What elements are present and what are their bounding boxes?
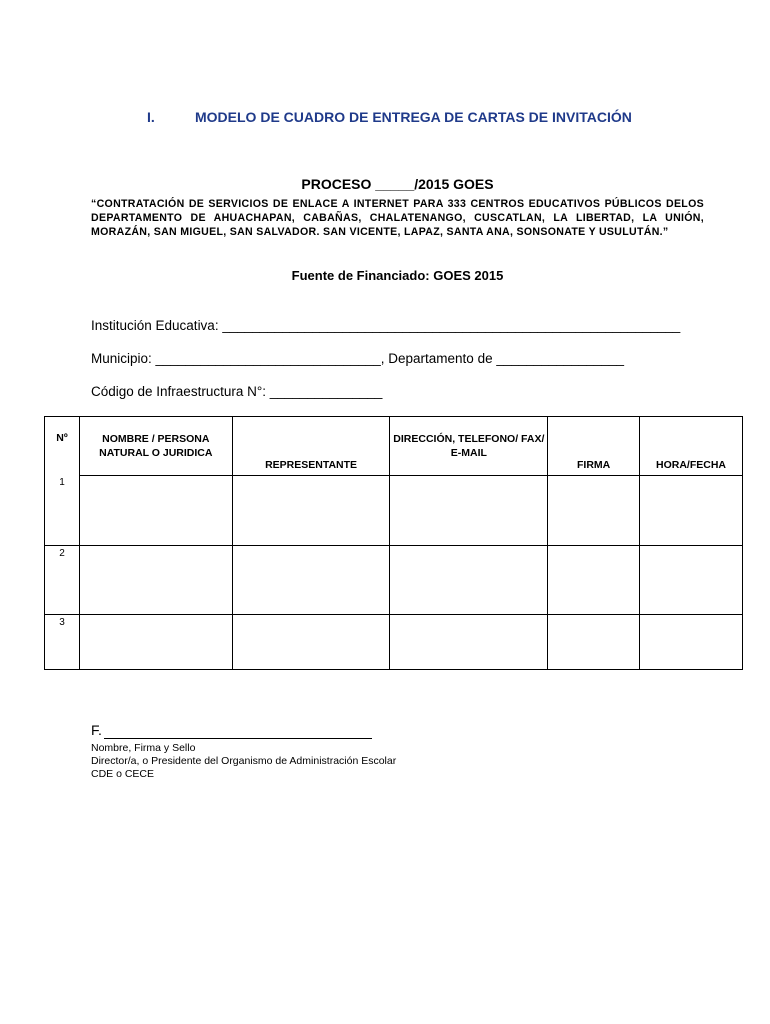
- signature-caption-name: Nombre, Firma y Sello: [91, 742, 196, 754]
- section-number: I.: [147, 109, 155, 125]
- table-row: [45, 546, 743, 615]
- cell-firma: [548, 546, 640, 615]
- signature-prefix: F.: [91, 722, 102, 738]
- cell-nombre: [79, 615, 232, 670]
- cell-representante: [232, 546, 390, 615]
- cell-direccion: [390, 546, 548, 615]
- cell-hora: [640, 475, 743, 546]
- header-direccion: DIRECCIÓN, TELEFONO/ FAX/ E-MAIL: [390, 417, 548, 476]
- cell-representante: [232, 615, 390, 670]
- funding-source: Fuente de Financiado: GOES 2015: [291, 268, 504, 283]
- cell-representante: [232, 475, 390, 546]
- header-representante: REPRESENTANTE: [232, 417, 390, 476]
- row-number: 1: [45, 475, 80, 546]
- section-title: MODELO DE CUADRO DE ENTREGA DE CARTAS DE INVITACIÓN: [195, 109, 632, 125]
- cell-hora: [640, 546, 743, 615]
- cell-direccion: [390, 615, 548, 670]
- row-number: 2: [45, 546, 80, 615]
- cell-hora: [640, 615, 743, 670]
- table-row: [45, 615, 743, 670]
- codigo-field: Código de Infraestructura N°: _______________: [91, 384, 383, 399]
- cell-firma: [548, 475, 640, 546]
- institucion-field: Institución Educativa: _____________________________________________________________: [91, 318, 681, 333]
- table-row: [45, 475, 743, 546]
- row-number: 3: [45, 615, 80, 670]
- signature-line: [104, 738, 372, 739]
- cell-nombre: [79, 546, 232, 615]
- municipio-field: Municipio: ______________________________, Departamento de _________________: [91, 351, 624, 366]
- cell-firma: [548, 615, 640, 670]
- delivery-table: [44, 416, 743, 670]
- proceso-title: PROCESO _____/2015 GOES: [301, 176, 494, 192]
- signature-caption-org: CDE o CECE: [91, 768, 155, 780]
- header-num: Nº: [45, 417, 80, 476]
- cell-direccion: [390, 475, 548, 546]
- table-header-row: [45, 417, 743, 476]
- cell-nombre: [79, 475, 232, 546]
- contract-description: “CONTRATACIÓN DE SERVICIOS DE ENLACE A INTERNET PARA 333 CENTROS EDUCATIVOS PÚBLICOS DELOS DEPARTAMENTO DE AHUACHAPAN, CABAÑAS, CHALATENANGO, CUSCATLAN, LA LIBERTAD, LA UNIÓN, MORAZÁN, SAN MIGUEL, SAN SALVADOR. SAN VICENTE, LAPAZ, SANTA ANA, SONSONATE Y USULUTÁN.”: [91, 198, 704, 238]
- header-firma: FIRMA: [548, 417, 640, 476]
- signature-caption-role: Director/a, o Presidente del Organismo de Administración Escolar: [91, 755, 397, 767]
- section-heading: [0, 109, 770, 129]
- header-nombre: NOMBRE / PERSONA NATURAL O JURIDICA: [79, 417, 232, 476]
- header-hora: HORA/FECHA: [640, 417, 743, 476]
